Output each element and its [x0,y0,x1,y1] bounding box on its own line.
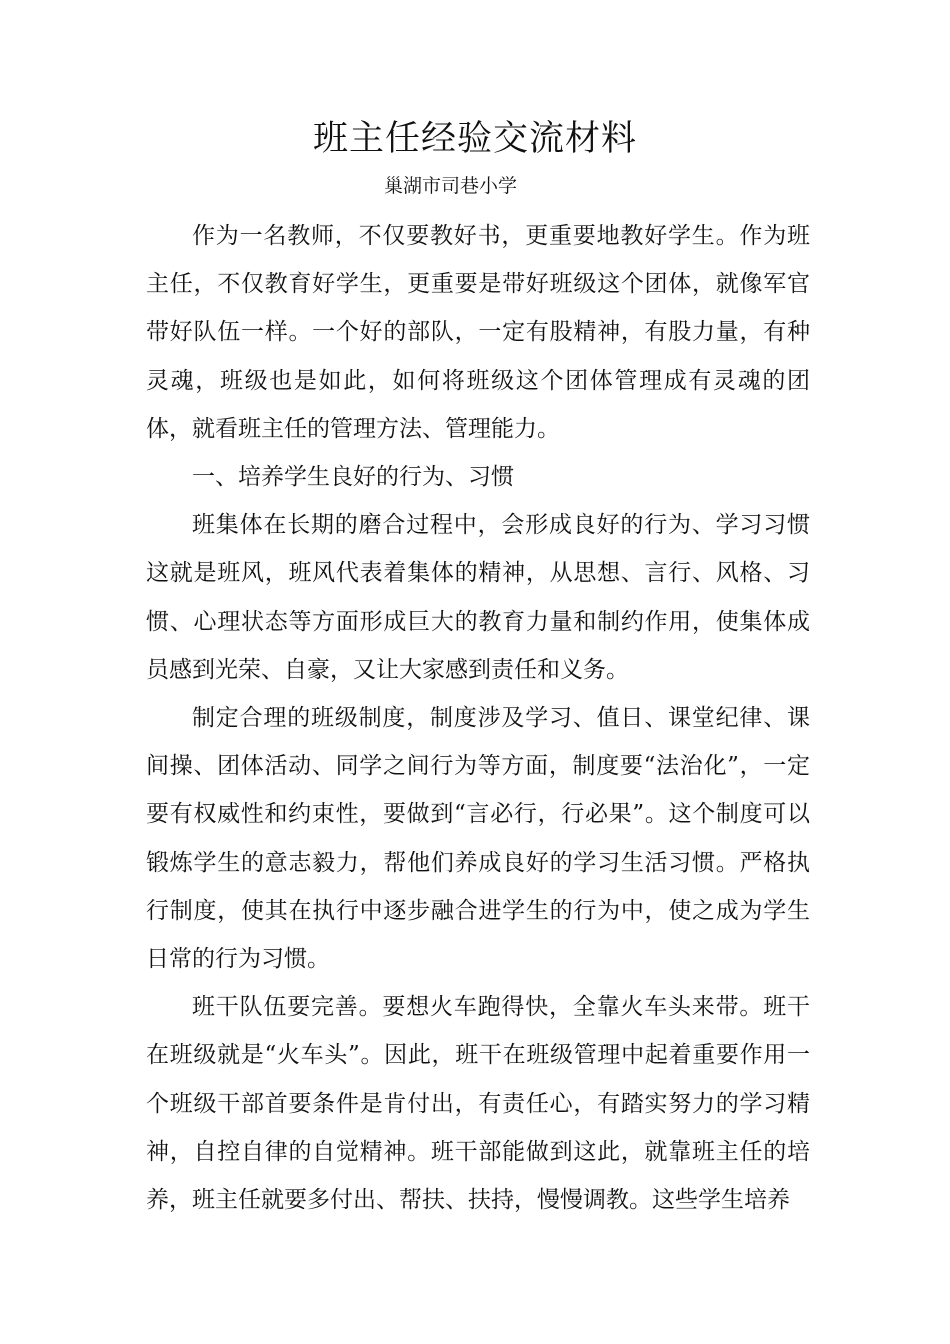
paragraph-intro: 作为一名教师，不仅要教好书，更重要地教好学生。作为班主任，不仅教育好学生，更重要是带好班级这个团体，就像军官带好队伍一样。一个好的部队，一定有股精神，有股力量，有种灵魂，班级也是如此，如何将班级这个团体管理成有灵魂的团体，就看班主任的管理方法、管理能力。 [146,223,810,442]
paragraph-class-spirit: 班集体在长期的磨合过程中，会形成良好的行为、学习习惯这就是班风，班风代表着集体的精神，从思想、言行、风格、习惯、心理状态等方面形成巨大的教育力量和制约作用，使集体成员感到光荣、自豪，又让大家感到责任和义务。 [146,512,810,683]
document-body [146,212,810,1224]
section-heading: 一、培养学生良好的行为、习惯 [192,464,514,491]
page-title: 班主任经验交流材料 [312,119,637,159]
page-subtitle: 巢湖市司巷小学 [384,175,518,197]
paragraph-class-rules: 制定合理的班级制度，制度涉及学习、值日、课堂纪律、课间操、团体活动、同学之间行为等方面，制度要“法治化”，一定要有权威性和约束性，要做到“言必行，行必果”。这个制度可以锻炼学生的意志毅力，帮他们养成良好的学习生活习惯。严格执行制度，使其在执行中逐步融合进学生的行为中，使之成为学生日常的行为习惯。 [146,705,810,973]
paragraph-class-cadres: 班干队伍要完善。要想火车跑得快，全靠火车头来带。班干在班级就是“火车头”。因此，班干在班级管理中起着重要作用一个班级干部首要条件是肯付出，有责任心，有踏实努力的学习精神，自控自律的自觉精神。班干部能做到这此，就靠班主任的培养，班主任就要多付出、帮扶、扶持，慢慢调教。这些学生培养 [146,994,810,1214]
